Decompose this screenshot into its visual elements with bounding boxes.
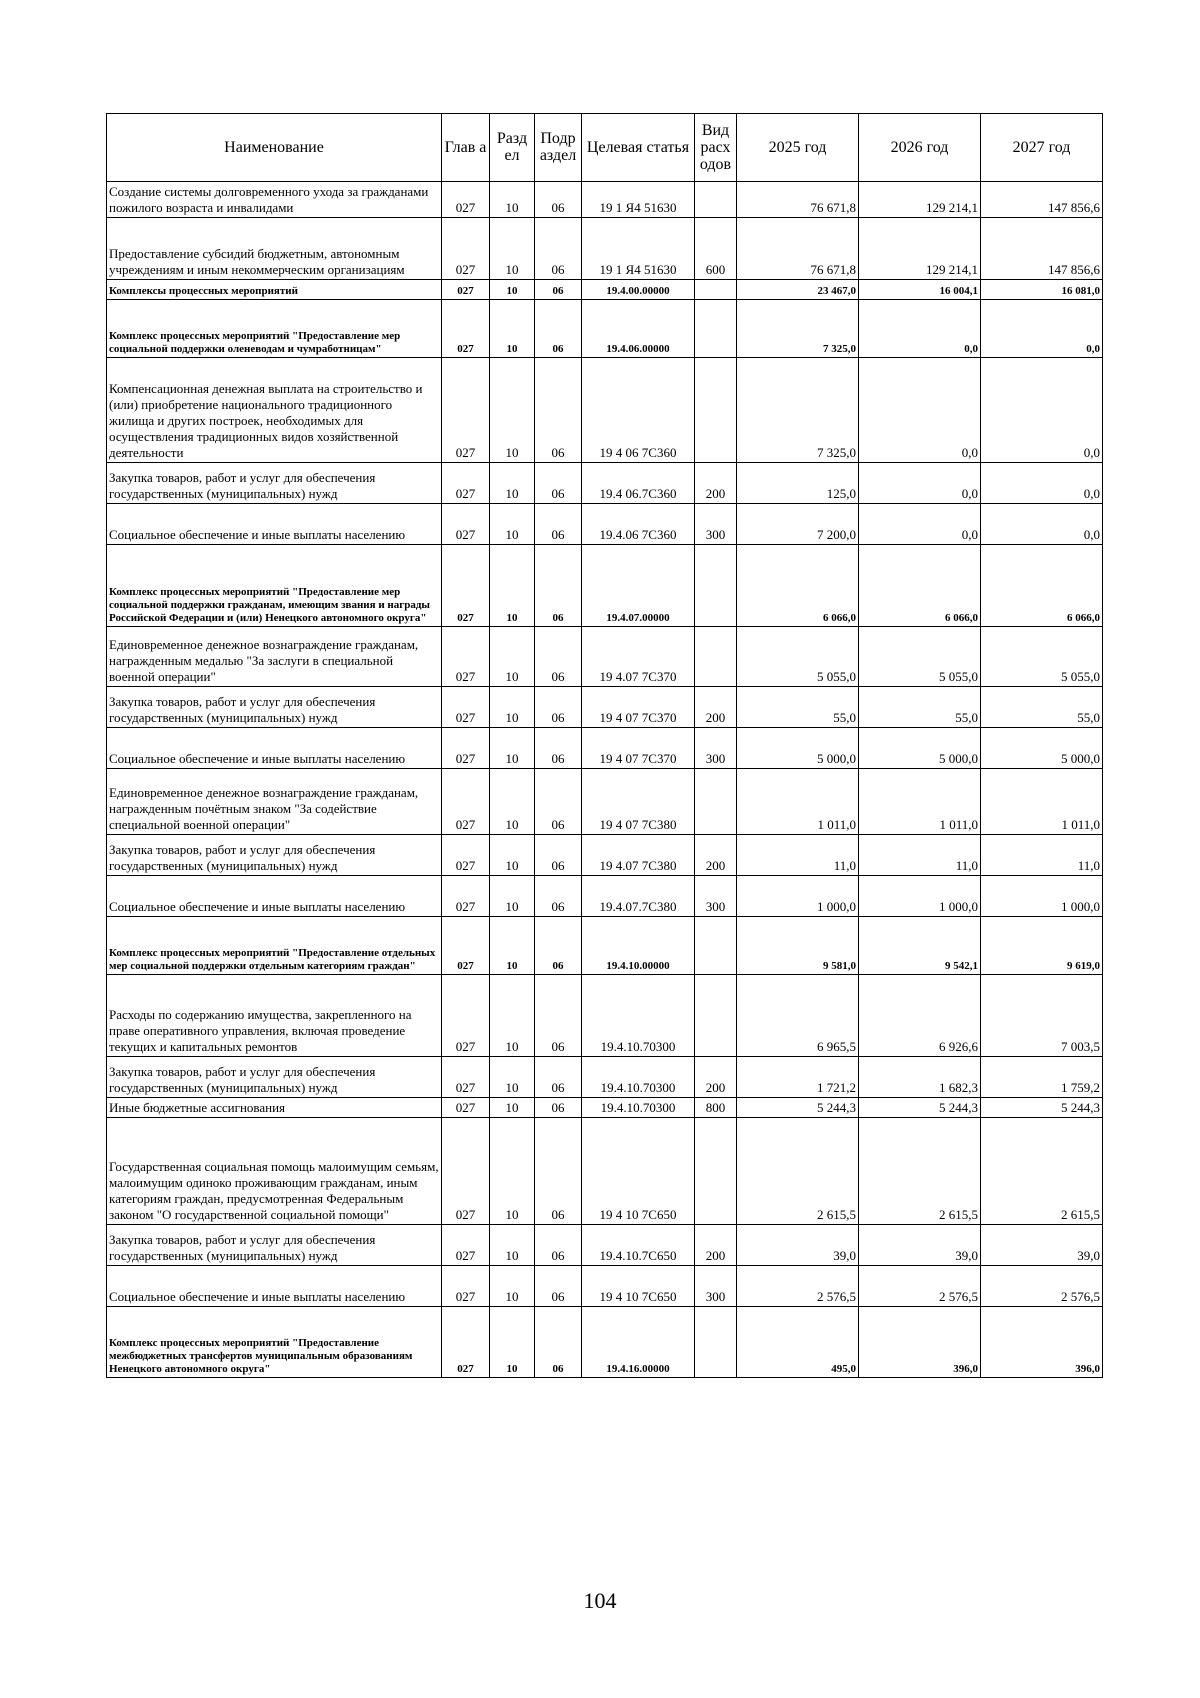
row-2025-value: 5 000,0: [737, 728, 859, 769]
row-2025-value: 125,0: [737, 463, 859, 504]
row-2025-value: 495,0: [737, 1307, 859, 1378]
row-razdel: 10: [490, 280, 535, 300]
row-glava: 027: [442, 876, 490, 917]
row-name: Иные бюджетные ассигнования: [107, 1098, 442, 1118]
row-glava: 027: [442, 1098, 490, 1118]
row-podrazdel: 06: [535, 1057, 582, 1098]
row-glava: 027: [442, 975, 490, 1057]
row-2026-value: 2 576,5: [859, 1266, 981, 1307]
header-glava: Глав а: [442, 114, 490, 182]
row-2027-value: 147 856,6: [981, 218, 1103, 280]
row-2027-value: 1 759,2: [981, 1057, 1103, 1098]
row-glava: 027: [442, 358, 490, 463]
row-podrazdel: 06: [535, 876, 582, 917]
row-razdel: 10: [490, 835, 535, 876]
header-podrazdel: Подр аздел: [535, 114, 582, 182]
row-2026-value: 1 682,3: [859, 1057, 981, 1098]
table-row: [107, 1118, 1103, 1225]
row-2027-value: 2 615,5: [981, 1118, 1103, 1225]
row-name: Социальное обеспечение и иные выплаты населению: [107, 504, 442, 545]
table-row: [107, 218, 1103, 280]
row-article: 19.4.06.00000: [582, 300, 695, 358]
row-2027-value: 11,0: [981, 835, 1103, 876]
row-article: 19 4 07 7С370: [582, 687, 695, 728]
table-row: [107, 300, 1103, 358]
row-glava: 027: [442, 1266, 490, 1307]
row-2026-value: 396,0: [859, 1307, 981, 1378]
row-vid: [695, 280, 737, 300]
row-2025-value: 9 581,0: [737, 917, 859, 975]
header-article: Целевая статья: [582, 114, 695, 182]
row-razdel: 10: [490, 769, 535, 835]
row-2026-value: 6 066,0: [859, 545, 981, 627]
row-name: Закупка товаров, работ и услуг для обеспечения государственных (муниципальных) нужд: [107, 687, 442, 728]
row-razdel: 10: [490, 300, 535, 358]
row-podrazdel: 06: [535, 1266, 582, 1307]
row-2026-value: 1 000,0: [859, 876, 981, 917]
row-2027-value: 9 619,0: [981, 917, 1103, 975]
row-2027-value: 16 081,0: [981, 280, 1103, 300]
row-2027-value: 0,0: [981, 463, 1103, 504]
row-2025-value: 1 011,0: [737, 769, 859, 835]
row-name: Комплекс процессных мероприятий "Предоставление отдельных мер социальной поддержки отдельным категориям граждан": [107, 917, 442, 975]
header-2026: 2026 год: [859, 114, 981, 182]
row-name: Расходы по содержанию имущества, закрепленного на праве оперативного управления, включая проведение текущих и капитальных ремонтов: [107, 975, 442, 1057]
row-vid: 200: [695, 1225, 737, 1266]
row-2025-value: 2 576,5: [737, 1266, 859, 1307]
row-name: Единовременное денежное вознаграждение гражданам, награжденным почётным знаком "За содействие специальной военной операции": [107, 769, 442, 835]
row-vid: 200: [695, 687, 737, 728]
row-article: 19.4.07.7С380: [582, 876, 695, 917]
table-row: [107, 280, 1103, 300]
row-glava: 027: [442, 1118, 490, 1225]
row-glava: 027: [442, 1057, 490, 1098]
row-podrazdel: 06: [535, 627, 582, 687]
table-row: [107, 728, 1103, 769]
row-article: 19 1 Я4 51630: [582, 218, 695, 280]
row-2027-value: 0,0: [981, 300, 1103, 358]
row-podrazdel: 06: [535, 917, 582, 975]
row-vid: 800: [695, 1098, 737, 1118]
row-2027-value: 0,0: [981, 504, 1103, 545]
row-name: Закупка товаров, работ и услуг для обеспечения государственных (муниципальных) нужд: [107, 1057, 442, 1098]
row-podrazdel: 06: [535, 1098, 582, 1118]
row-podrazdel: 06: [535, 835, 582, 876]
row-name: Создание системы долговременного ухода за гражданами пожилого возраста и инвалидами: [107, 182, 442, 218]
row-article: 19 4.07 7С380: [582, 835, 695, 876]
row-article: 19 4 10 7С650: [582, 1118, 695, 1225]
table-row: [107, 1098, 1103, 1118]
row-2025-value: 6 965,5: [737, 975, 859, 1057]
table-row: [107, 687, 1103, 728]
row-glava: 027: [442, 182, 490, 218]
row-2027-value: 6 066,0: [981, 545, 1103, 627]
row-2027-value: 1 011,0: [981, 769, 1103, 835]
row-2025-value: 55,0: [737, 687, 859, 728]
row-podrazdel: 06: [535, 545, 582, 627]
row-vid: [695, 975, 737, 1057]
row-vid: [695, 769, 737, 835]
row-name: Компенсационная денежная выплата на строительство и (или) приобретение национального традиционного жилища и других построек, необходимых для осуществления традиционных видов хозяйственной деятельности: [107, 358, 442, 463]
row-2026-value: 16 004,1: [859, 280, 981, 300]
row-glava: 027: [442, 687, 490, 728]
row-razdel: 10: [490, 917, 535, 975]
row-article: 19.4.06 7С360: [582, 504, 695, 545]
table-row: [107, 545, 1103, 627]
row-vid: [695, 1307, 737, 1378]
row-glava: 027: [442, 835, 490, 876]
row-podrazdel: 06: [535, 182, 582, 218]
table-row: [107, 358, 1103, 463]
row-2027-value: 2 576,5: [981, 1266, 1103, 1307]
row-podrazdel: 06: [535, 280, 582, 300]
row-2026-value: 55,0: [859, 687, 981, 728]
row-2027-value: 55,0: [981, 687, 1103, 728]
row-2025-value: 7 200,0: [737, 504, 859, 545]
row-glava: 027: [442, 769, 490, 835]
row-2027-value: 7 003,5: [981, 975, 1103, 1057]
row-2027-value: 396,0: [981, 1307, 1103, 1378]
table-row: [107, 1057, 1103, 1098]
row-2025-value: 5 244,3: [737, 1098, 859, 1118]
row-name: Социальное обеспечение и иные выплаты населению: [107, 876, 442, 917]
row-2026-value: 6 926,6: [859, 975, 981, 1057]
row-podrazdel: 06: [535, 687, 582, 728]
row-2025-value: 39,0: [737, 1225, 859, 1266]
row-podrazdel: 06: [535, 358, 582, 463]
row-vid: 300: [695, 1266, 737, 1307]
table-row: [107, 627, 1103, 687]
row-vid: [695, 358, 737, 463]
row-glava: 027: [442, 1225, 490, 1266]
row-2026-value: 1 011,0: [859, 769, 981, 835]
row-article: 19 4 10 7С650: [582, 1266, 695, 1307]
row-name: Комплекс процессных мероприятий "Предоставление мер социальной поддержки гражданам, имеющим звания и награды Российской Федерации и (или) Ненецкого автономного округа": [107, 545, 442, 627]
row-2027-value: 1 000,0: [981, 876, 1103, 917]
row-name: Государственная социальная помощь малоимущим семьям, малоимущим одиноко проживающим гражданам, иным категориям граждан, предусмотренная Федеральным законом "О государственной социальной помощи": [107, 1118, 442, 1225]
row-razdel: 10: [490, 463, 535, 504]
row-2025-value: 7 325,0: [737, 358, 859, 463]
table-row: [107, 463, 1103, 504]
row-vid: 600: [695, 218, 737, 280]
row-article: 19.4.10.70300: [582, 975, 695, 1057]
row-article: 19 4 07 7С370: [582, 728, 695, 769]
row-name: Единовременное денежное вознаграждение гражданам, награжденным медалью "За заслуги в специальной военной операции": [107, 627, 442, 687]
table-row: [107, 1266, 1103, 1307]
row-2026-value: 2 615,5: [859, 1118, 981, 1225]
page-number: 104: [583, 1588, 617, 1613]
row-razdel: 10: [490, 218, 535, 280]
row-2026-value: 0,0: [859, 463, 981, 504]
row-2026-value: 5 055,0: [859, 627, 981, 687]
row-2025-value: 1 000,0: [737, 876, 859, 917]
row-glava: 027: [442, 463, 490, 504]
row-2026-value: 39,0: [859, 1225, 981, 1266]
table-row: [107, 975, 1103, 1057]
row-glava: 027: [442, 728, 490, 769]
row-razdel: 10: [490, 1307, 535, 1378]
row-vid: 300: [695, 876, 737, 917]
table-row: [107, 1225, 1103, 1266]
row-razdel: 10: [490, 504, 535, 545]
row-glava: 027: [442, 280, 490, 300]
row-article: 19.4.00.00000: [582, 280, 695, 300]
row-razdel: 10: [490, 1266, 535, 1307]
table-row: [107, 504, 1103, 545]
row-2026-value: 0,0: [859, 504, 981, 545]
row-2025-value: 11,0: [737, 835, 859, 876]
row-razdel: 10: [490, 975, 535, 1057]
row-2025-value: 76 671,8: [737, 218, 859, 280]
row-name: Комплекс процессных мероприятий "Предоставление мер социальной поддержки оленеводам и чумработницам": [107, 300, 442, 358]
row-razdel: 10: [490, 1118, 535, 1225]
row-name: Комплекс процессных мероприятий "Предоставление межбюджетных трансфертов муниципальным образованиям Ненецкого автономного округа": [107, 1307, 442, 1378]
row-podrazdel: 06: [535, 1118, 582, 1225]
row-article: 19.4.10.70300: [582, 1057, 695, 1098]
row-article: 19.4 06.7С360: [582, 463, 695, 504]
row-2027-value: 5 000,0: [981, 728, 1103, 769]
row-razdel: 10: [490, 876, 535, 917]
row-vid: 300: [695, 728, 737, 769]
header-2027: 2027 год: [981, 114, 1103, 182]
row-2025-value: 5 055,0: [737, 627, 859, 687]
row-podrazdel: 06: [535, 300, 582, 358]
row-2027-value: 5 244,3: [981, 1098, 1103, 1118]
row-razdel: 10: [490, 545, 535, 627]
row-2025-value: 7 325,0: [737, 300, 859, 358]
row-2027-value: 39,0: [981, 1225, 1103, 1266]
row-article: 19.4.10.70300: [582, 1098, 695, 1118]
row-name: Социальное обеспечение и иные выплаты населению: [107, 728, 442, 769]
row-name: Социальное обеспечение и иные выплаты населению: [107, 1266, 442, 1307]
row-name: Закупка товаров, работ и услуг для обеспечения государственных (муниципальных) нужд: [107, 463, 442, 504]
row-2025-value: 23 467,0: [737, 280, 859, 300]
row-podrazdel: 06: [535, 1225, 582, 1266]
row-podrazdel: 06: [535, 1307, 582, 1378]
table-row: [107, 1307, 1103, 1378]
row-razdel: 10: [490, 627, 535, 687]
table-row: [107, 876, 1103, 917]
row-article: 19.4.10.00000: [582, 917, 695, 975]
row-2026-value: 129 214,1: [859, 182, 981, 218]
row-podrazdel: 06: [535, 769, 582, 835]
row-razdel: 10: [490, 687, 535, 728]
row-podrazdel: 06: [535, 504, 582, 545]
row-razdel: 10: [490, 728, 535, 769]
row-article: 19 4 06 7С360: [582, 358, 695, 463]
row-glava: 027: [442, 504, 490, 545]
row-name: Закупка товаров, работ и услуг для обеспечения государственных (муниципальных) нужд: [107, 835, 442, 876]
row-article: 19.4.10.7С650: [582, 1225, 695, 1266]
row-razdel: 10: [490, 1225, 535, 1266]
row-vid: 300: [695, 504, 737, 545]
row-glava: 027: [442, 545, 490, 627]
row-2026-value: 5 000,0: [859, 728, 981, 769]
row-vid: 200: [695, 835, 737, 876]
table-header-row: [107, 114, 1103, 182]
row-2026-value: 0,0: [859, 358, 981, 463]
header-razdel: Разд ел: [490, 114, 535, 182]
row-2026-value: 0,0: [859, 300, 981, 358]
row-vid: [695, 300, 737, 358]
row-article: 19 4 07 7С380: [582, 769, 695, 835]
row-glava: 027: [442, 917, 490, 975]
header-2025: 2025 год: [737, 114, 859, 182]
row-podrazdel: 06: [535, 463, 582, 504]
row-razdel: 10: [490, 182, 535, 218]
row-podrazdel: 06: [535, 728, 582, 769]
table-row: [107, 182, 1103, 218]
row-2027-value: 5 055,0: [981, 627, 1103, 687]
row-vid: [695, 917, 737, 975]
row-vid: 200: [695, 463, 737, 504]
row-vid: [695, 182, 737, 218]
row-2027-value: 0,0: [981, 358, 1103, 463]
row-vid: [695, 1118, 737, 1225]
row-glava: 027: [442, 627, 490, 687]
row-article: 19.4.07.00000: [582, 545, 695, 627]
row-article: 19 1 Я4 51630: [582, 182, 695, 218]
row-vid: 200: [695, 1057, 737, 1098]
table-body: [107, 182, 1103, 1378]
row-name: Комплексы процессных мероприятий: [107, 280, 442, 300]
table-row: [107, 917, 1103, 975]
row-2026-value: 129 214,1: [859, 218, 981, 280]
row-name: Предоставление субсидий бюджетным, автономным учреждениям и иным некоммерческим организациям: [107, 218, 442, 280]
row-razdel: 10: [490, 1057, 535, 1098]
row-vid: [695, 545, 737, 627]
row-article: 19 4.07 7С370: [582, 627, 695, 687]
row-razdel: 10: [490, 358, 535, 463]
budget-table: [106, 113, 1103, 1378]
row-glava: 027: [442, 218, 490, 280]
header-name: Наименование: [107, 114, 442, 182]
row-razdel: 10: [490, 1098, 535, 1118]
header-vid: Вид расх одов: [695, 114, 737, 182]
row-name: Закупка товаров, работ и услуг для обеспечения государственных (муниципальных) нужд: [107, 1225, 442, 1266]
table-row: [107, 769, 1103, 835]
row-2025-value: 76 671,8: [737, 182, 859, 218]
row-2025-value: 2 615,5: [737, 1118, 859, 1225]
table-row: [107, 835, 1103, 876]
row-glava: 027: [442, 1307, 490, 1378]
row-2026-value: 5 244,3: [859, 1098, 981, 1118]
row-2027-value: 147 856,6: [981, 182, 1103, 218]
row-glava: 027: [442, 300, 490, 358]
row-2025-value: 6 066,0: [737, 545, 859, 627]
row-article: 19.4.16.00000: [582, 1307, 695, 1378]
row-2026-value: 11,0: [859, 835, 981, 876]
row-podrazdel: 06: [535, 975, 582, 1057]
row-podrazdel: 06: [535, 218, 582, 280]
row-vid: [695, 627, 737, 687]
row-2025-value: 1 721,2: [737, 1057, 859, 1098]
row-2026-value: 9 542,1: [859, 917, 981, 975]
